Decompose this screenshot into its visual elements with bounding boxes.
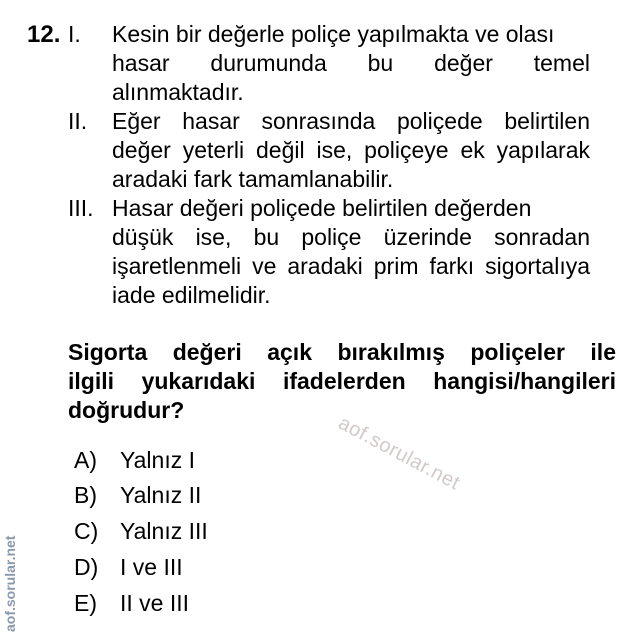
option-e-text: II ve III [120, 590, 190, 616]
statement-3-line-4: iade edilmelidir. [112, 282, 271, 308]
statement-1-line-3: alınmaktadır. [112, 79, 244, 105]
option-c-letter: C) [74, 518, 99, 544]
option-d-letter: D) [74, 554, 99, 580]
option-b-text: Yalnız II [120, 482, 202, 508]
statement-1-roman: I. [68, 21, 81, 47]
statement-2-line-1: Eğer hasar sonrasında poliçede belirtilen [112, 108, 590, 134]
option-a-letter: A) [74, 447, 97, 473]
option-e-letter: E) [74, 590, 97, 616]
statement-1-line-2: hasar durumunda bu değer temel [112, 50, 590, 76]
option-c-text: Yalnız III [120, 518, 208, 544]
option-a-text: Yalnız I [120, 447, 195, 473]
statement-2-roman: II. [68, 108, 88, 134]
statement-3-line-3: işaretlenmeli ve aradaki prim farkı sigortalıya [112, 253, 590, 279]
watermark-diagonal: aof.sorular.net [334, 412, 464, 495]
statement-3-line-1: Hasar değeri poliçede belirtilen değerden [112, 195, 532, 221]
statement-2-line-2: değer yeterli değil ise, poliçeye ek yapılarak [112, 137, 590, 163]
statement-2-line-3: aradaki fark tamamlanabilir. [112, 166, 394, 192]
statement-1-line-1: Kesin bir değerle poliçe yapılmakta ve olası [112, 21, 555, 47]
statement-3-roman: III. [68, 195, 94, 221]
prompt-line-3: doğrudur? [68, 397, 185, 423]
option-d-text: I ve III [120, 554, 183, 580]
watermark-side: aof.sorular.net [2, 535, 18, 632]
question-number: 12. [27, 21, 61, 48]
option-b-letter: B) [74, 482, 97, 508]
prompt-line-2: ilgili yukarıdaki ifadelerden hangisi/hangileri [68, 368, 616, 394]
statement-3-line-2: düşük ise, bu poliçe üzerinde sonradan [112, 224, 590, 250]
prompt-line-1: Sigorta değeri açık bırakılmış poliçeler ile [68, 339, 616, 365]
